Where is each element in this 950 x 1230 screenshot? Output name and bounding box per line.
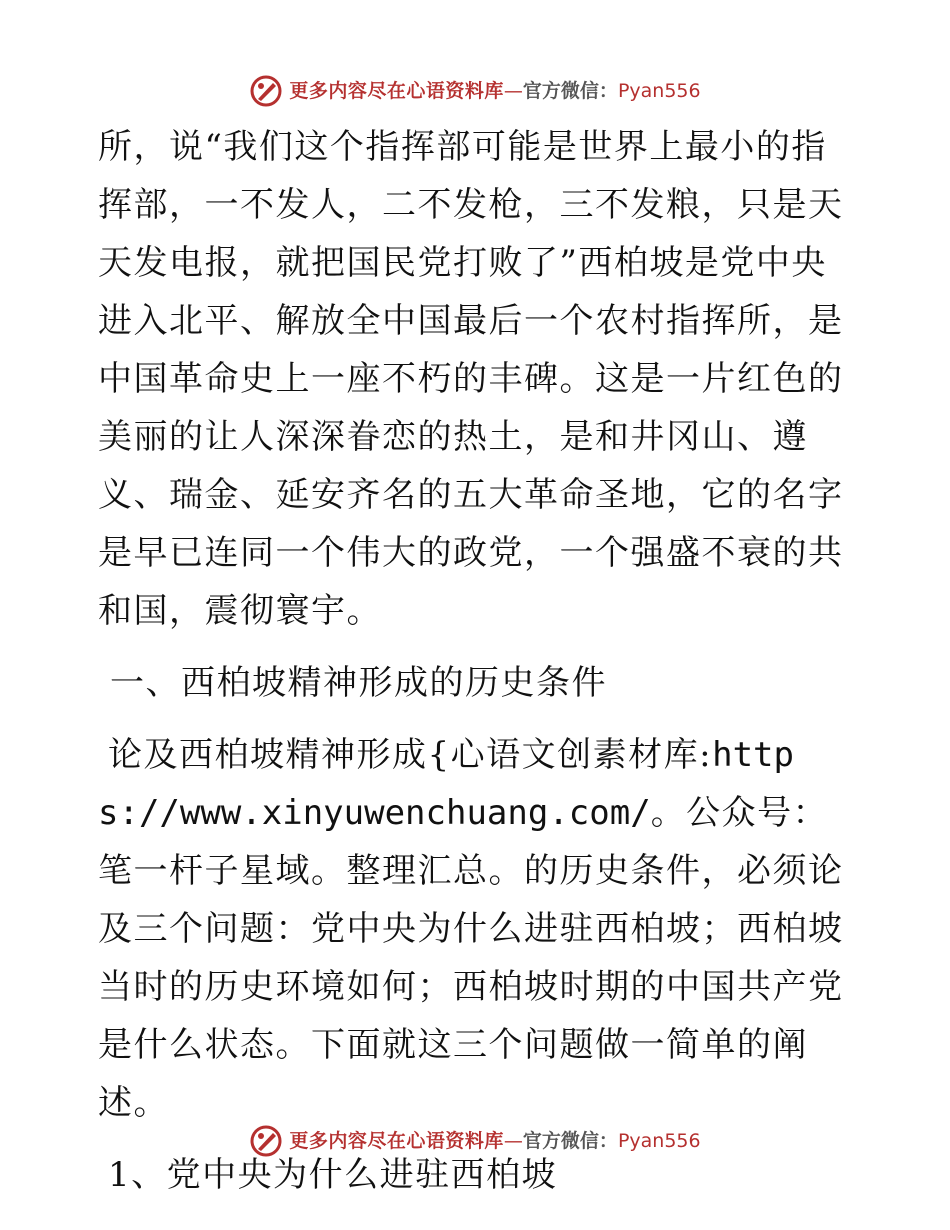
header-watermark [0,74,950,108]
document-body [98,118,858,1204]
watermark-main: 更多内容尽在心语资料库 [289,1130,504,1152]
watermark-text [289,74,700,108]
watermark-official: 官方微信： [522,1130,618,1152]
paragraph-2-prefix: 论及西柏坡精神形成{心语文创素材库: [108,735,713,775]
body-paragraph-1: 所，说“我们这个指挥部可能是世界上最小的指挥部，一不发人，二不发枪，三不发粮，只是天天发电报，就把国民党打败了”西柏坡是党中央进入北平、解放全中国最后一个农村指挥所，是中国革命史上一座不朽的丰碑。这是一片红色的美丽的让人深深眷恋的热土，是和井冈山、遵义、瑞金、延安齐名的五大革命圣地，它的名字是早已连同一个伟大的政党，一个强盛不衰的共和国，震彻寰宇。 [98,127,844,631]
watermark-text [289,1124,700,1158]
quill-seal-icon [249,74,283,108]
section-heading-1: 一、西柏坡精神形成的历史条件 [110,663,607,703]
watermark-id: Pyan556 [617,80,701,102]
paragraph-2-url: https://www.xinyuwenchuang.com/ [98,735,794,833]
watermark-main: 更多内容尽在心语资料库 [289,80,504,102]
body-paragraph-2 [98,726,858,1132]
paragraph-2-suffix: 。公众号：笔一杆子星域。整理汇总。的历史条件，必须论及三个问题：党中央为什么进驻西柏坡；西柏坡当时的历史环境如何；西柏坡时期的中国共产党是什么状态。下面就这三个问题做一简单的阐述。 [98,793,844,1123]
watermark-separator: — [503,80,523,102]
watermark-official: 官方微信： [522,80,618,102]
watermark-id: Pyan556 [617,1130,701,1152]
watermark-separator: — [503,1130,523,1152]
footer-watermark [0,1124,950,1158]
quill-seal-icon [249,1124,283,1158]
section-heading-2: 1、党中央为什么进驻西柏坡 [108,1155,558,1195]
